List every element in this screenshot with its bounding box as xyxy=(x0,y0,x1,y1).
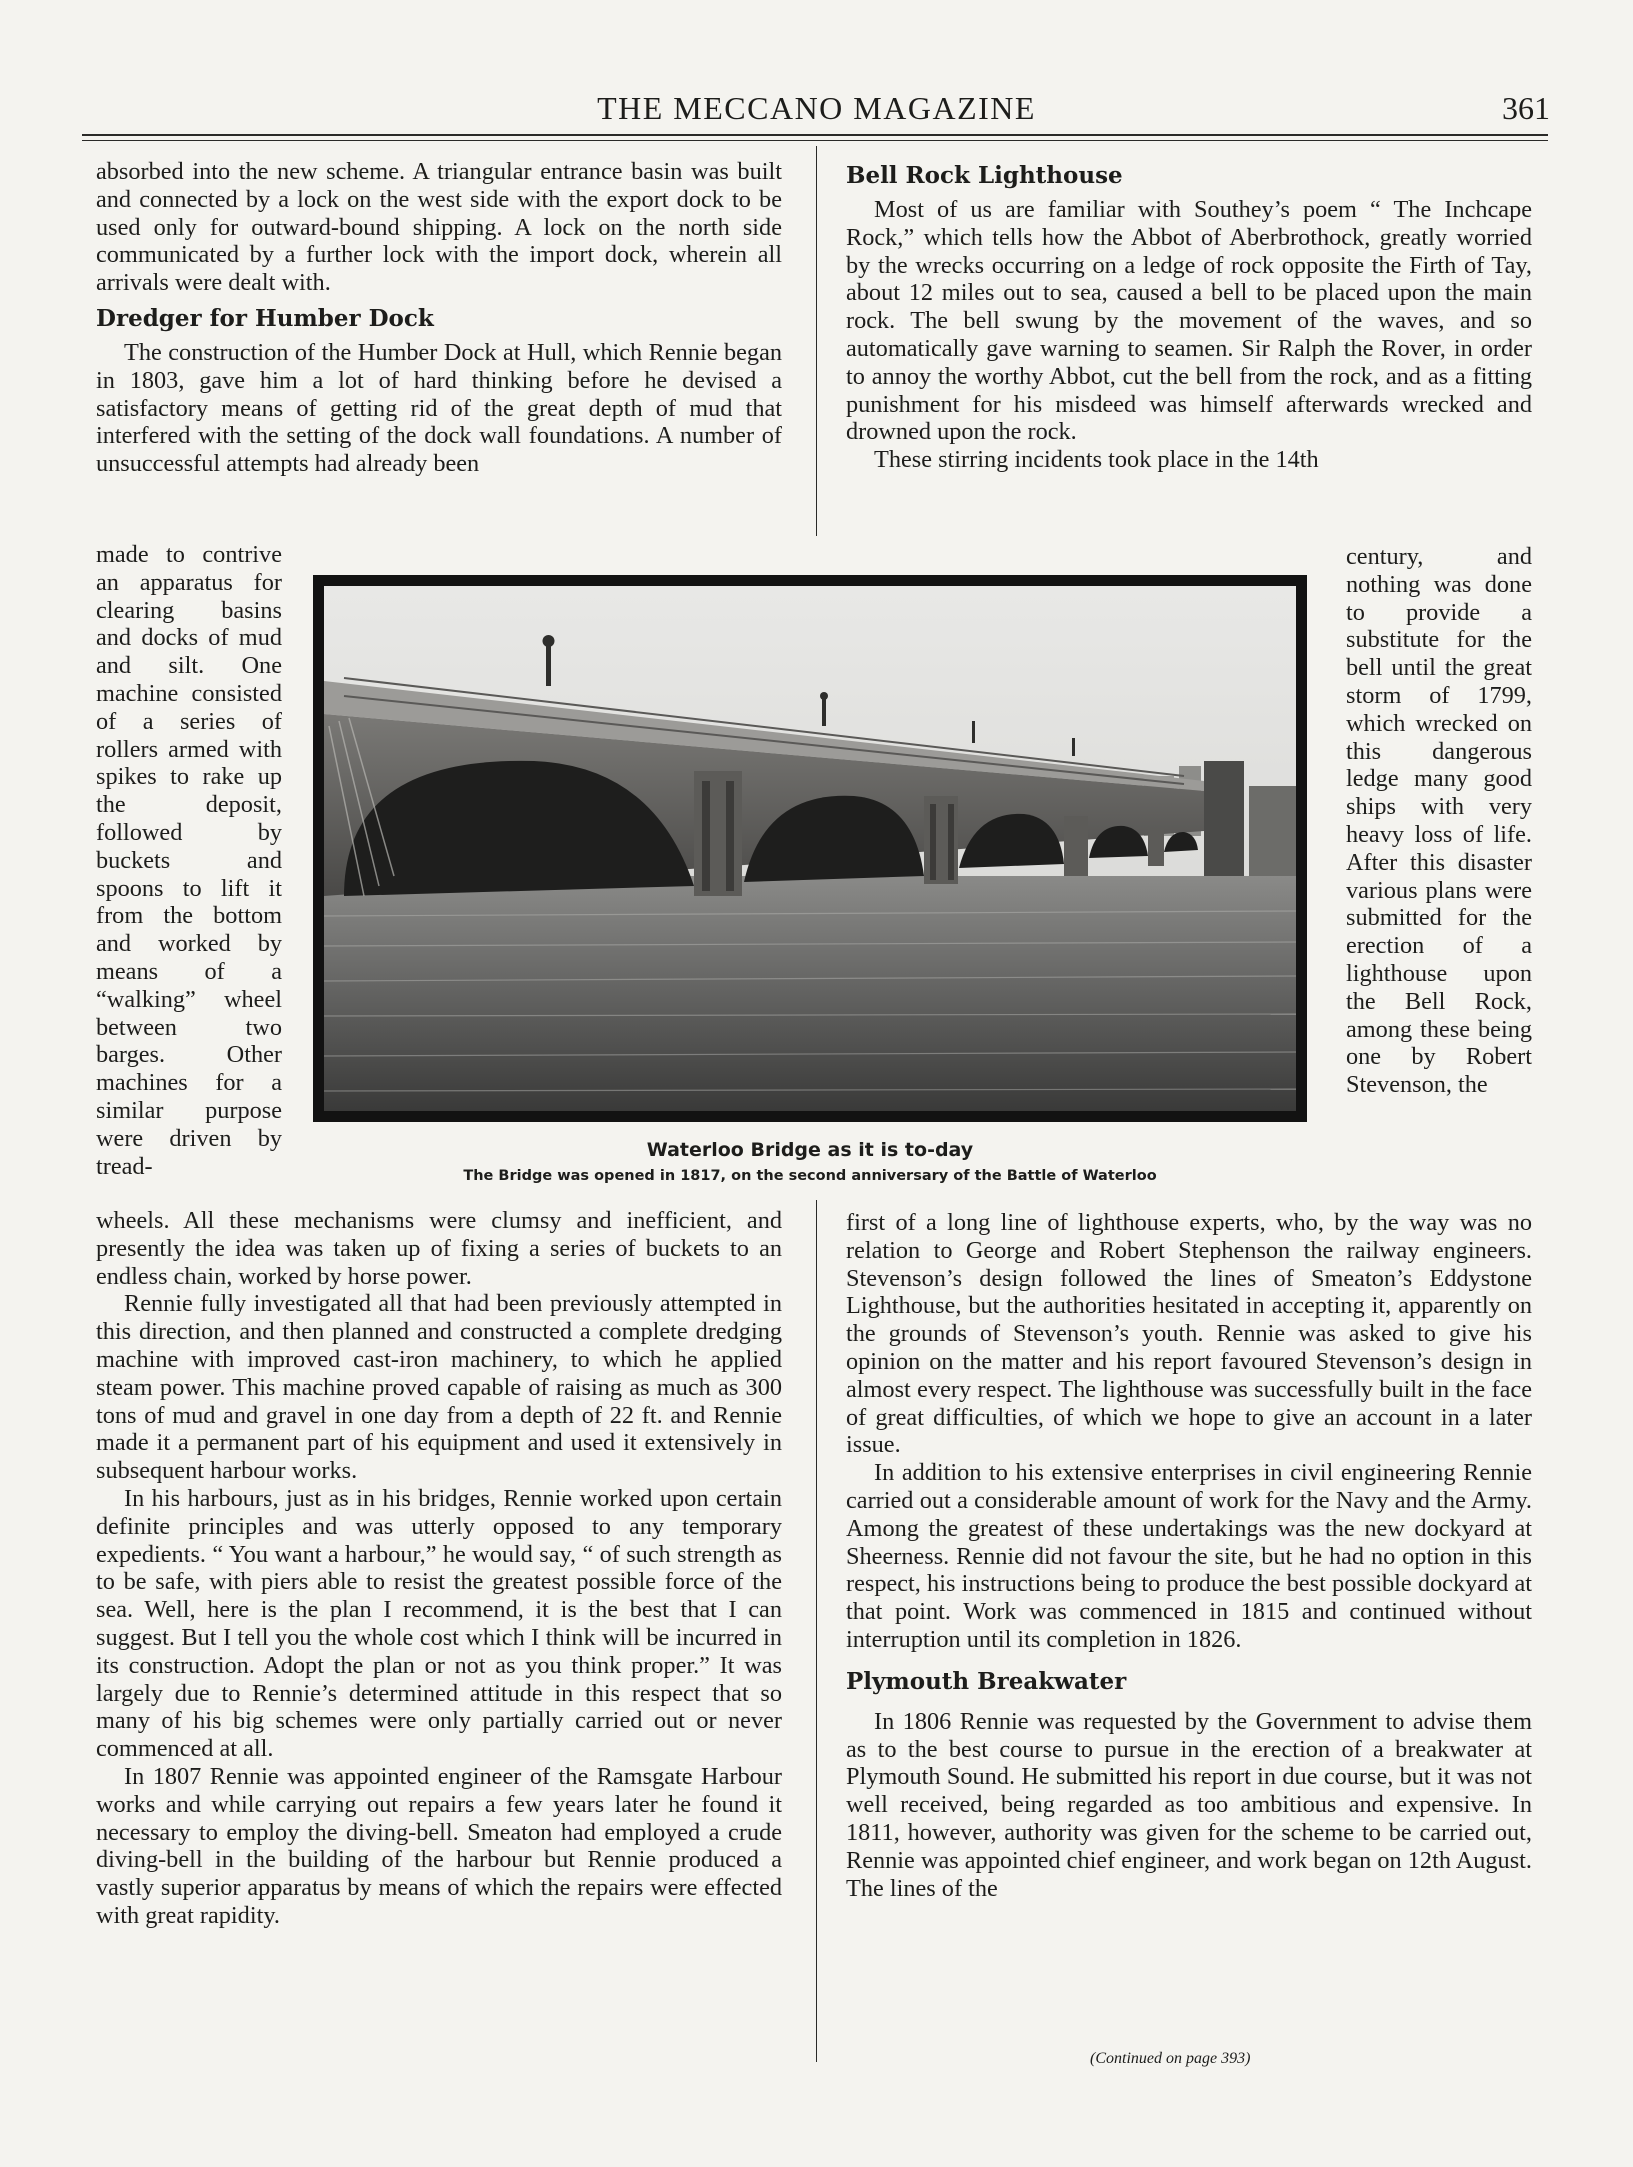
column-divider-top xyxy=(816,146,817,536)
paragraph-harbours: In his harbours, just as in his bridges, Rennie worked upon certain definite principles and was utterly opposed to any temporary expedients. “ You want a harbour,” he would say, “ of such strength as to be safe, with piers able to resist the greatest possible force of the sea. Well, here is the plan I recommend, it is the best that I can suggest. But I tell you the whole cost which I think will be incurred in its construction. Adopt the plan or not as you think proper.” It was largely due to Rennie’s determined attitude in this respect that so many of his big schemes were only partially carried out or never commenced at all. xyxy=(96,1484,782,1763)
right-column-narrow xyxy=(1346,543,1532,1099)
paragraph-bell: Most of us are familiar with Southey’s poem “ The Inchcape Rock,” which tells how the Abbot of Aberbrothock, greatly worried by the wrecks occurring on a ledge of rock opposite the Firth of Tay, about 12 miles out to sea, caused a bell to be placed upon the main rock. The bell swung by the movement of the waves, and so automatically gave warning to seamen. Sir Ralph the Rover, in order to annoy the worthy Abbot, cut the bell from the rock, and as a fitting punishment for his misdeed was himself afterwards wrecked and drowned upon the rock. xyxy=(846,196,1532,446)
paragraph-ramsgate: In 1807 Rennie was appointed engineer of the Ramsgate Harbour works and while carrying out repairs a few years later he found it necessary to employ the diving-bell. Smeaton had employed a crude diving-bell in the building of the harbour but Rennie produced a vastly superior apparatus by means of which the repairs were effected with great rapidity. xyxy=(96,1762,782,1929)
left-column-top xyxy=(96,158,782,478)
paragraph-dredger-narrow: made to contrive an apparatus for clearing basins and docks of mud and silt. One machine consisted of a series of rollers armed with spikes to rake up the deposit, followed by buckets and spoons to lift it from the bottom and worked by means of a “walking” wheel between two barges. Other machines for a similar purpose were driven by tread- xyxy=(96,541,282,1180)
waterloo-bridge-illustration xyxy=(324,586,1296,1111)
figure-caption-title: Waterloo Bridge as it is to-day xyxy=(646,1139,974,1161)
left-column-narrow xyxy=(96,541,282,1180)
heading-dredger: Dredger for Humber Dock xyxy=(96,304,434,332)
paragraph-stirring-top: These stirring incidents took place in the 14th xyxy=(874,446,1319,474)
column-divider-bottom xyxy=(816,1200,817,2062)
bridge-photo xyxy=(313,575,1307,1122)
paragraph-addition: In addition to his extensive enterprises in civil engineering Rennie carried out a considerable amount of work for the Navy and the Army. Among the greatest of these undertakings was the new dockyard at Sheerness. Rennie did not favour the site, but he had no option in this respect, his instructions being to produce the best possible dockyard at that point. Work was commenced in 1815 and continued without interruption until its completion in 1826. xyxy=(846,1459,1532,1653)
paragraph-intro: absorbed into the new scheme. A triangular entrance basin was built and connected by a lock on the west side with the export dock to be used only for outward-bound shipping. A lock on the north side communicated by a further lock with the import dock, wherein all arrivals were dealt with. xyxy=(96,158,782,297)
continued-note: (Continued on page 393) xyxy=(1090,2050,1251,2067)
paragraph-stirring-bottom: first of a long line of lighthouse experts, who, by the way was no relation to George and Robert Stephenson the railway engineers. Stevenson’s design followed the lines of Smeaton’s Eddystone Lighthouse, but the authorities hesitated in accepting it, apparently on the grounds of Stevenson’s youth. Rennie was asked to give his opinion on the matter and his report favoured Stevenson’s design in almost every respect. The lighthouse was successfully built in the face of great difficulties, of which we hope to give an account in a later issue. xyxy=(846,1209,1532,1459)
figure-caption-subtitle: The Bridge was opened in 1817, on the second anniversary of the Battle of Waterloo xyxy=(463,1168,1157,1184)
paragraph-plymouth: In 1806 Rennie was requested by the Government to advise them as to the best course to pursue in the erection of a breakwater at Plymouth Sound. He submitted his report in due course, but it was not well received, being regarded as too ambitious and expensive. In 1811, however, authority was given for the scheme to be carried out, Rennie was appointed chief engineer, and work began on 12th August. The lines of the xyxy=(846,1707,1532,1902)
paragraph-stirring-narrow: century, and nothing was done to provide a substitute for the bell until the great storm of 1799, which wrecked on this dangerous ledge many good ships with very heavy loss of life. After this disaster various plans were submitted for the erection of a lighthouse upon the Bell Rock, among these being one by Robert Stevenson, the xyxy=(1346,543,1532,1099)
right-column-top xyxy=(846,162,1532,474)
right-column-bottom xyxy=(846,1209,1532,1902)
heading-bell-rock: Bell Rock Lighthouse xyxy=(846,162,1123,189)
paragraph-dredger-bottom: wheels. All these mechanisms were clumsy and inefficient, and presently the idea was taken up of fixing a series of buckets to an endless chain, worked by horse power. xyxy=(96,1207,782,1290)
paragraph-dredger-top: The construction of the Humber Dock at Hull, which Rennie began in 1803, gave him a lot of hard thinking before he devised a satisfactory means of getting rid of the great depth of mud that interfered with the setting of the dock wall foundations. A number of unsuccessful attempts had already been xyxy=(96,338,782,478)
left-column-bottom xyxy=(96,1207,782,1930)
header-rule-thin xyxy=(82,140,1548,141)
magazine-title: THE MECCANO MAGAZINE xyxy=(597,90,1036,126)
paragraph-investigated: Rennie fully investigated all that had been previously attempted in this direction, and then planned and constructed a complete dredging machine with improved cast-iron machinery, to which he applied steam power. This machine proved capable of raising as much as 300 tons of mud and gravel in one day from a depth of 22 ft. and Rennie made it a permanent part of his equipment and used it extensively in subsequent harbour works. xyxy=(96,1290,782,1485)
header-rule xyxy=(82,134,1548,136)
page-number: 361 xyxy=(1502,90,1550,126)
heading-plymouth: Plymouth Breakwater xyxy=(846,1667,1127,1695)
